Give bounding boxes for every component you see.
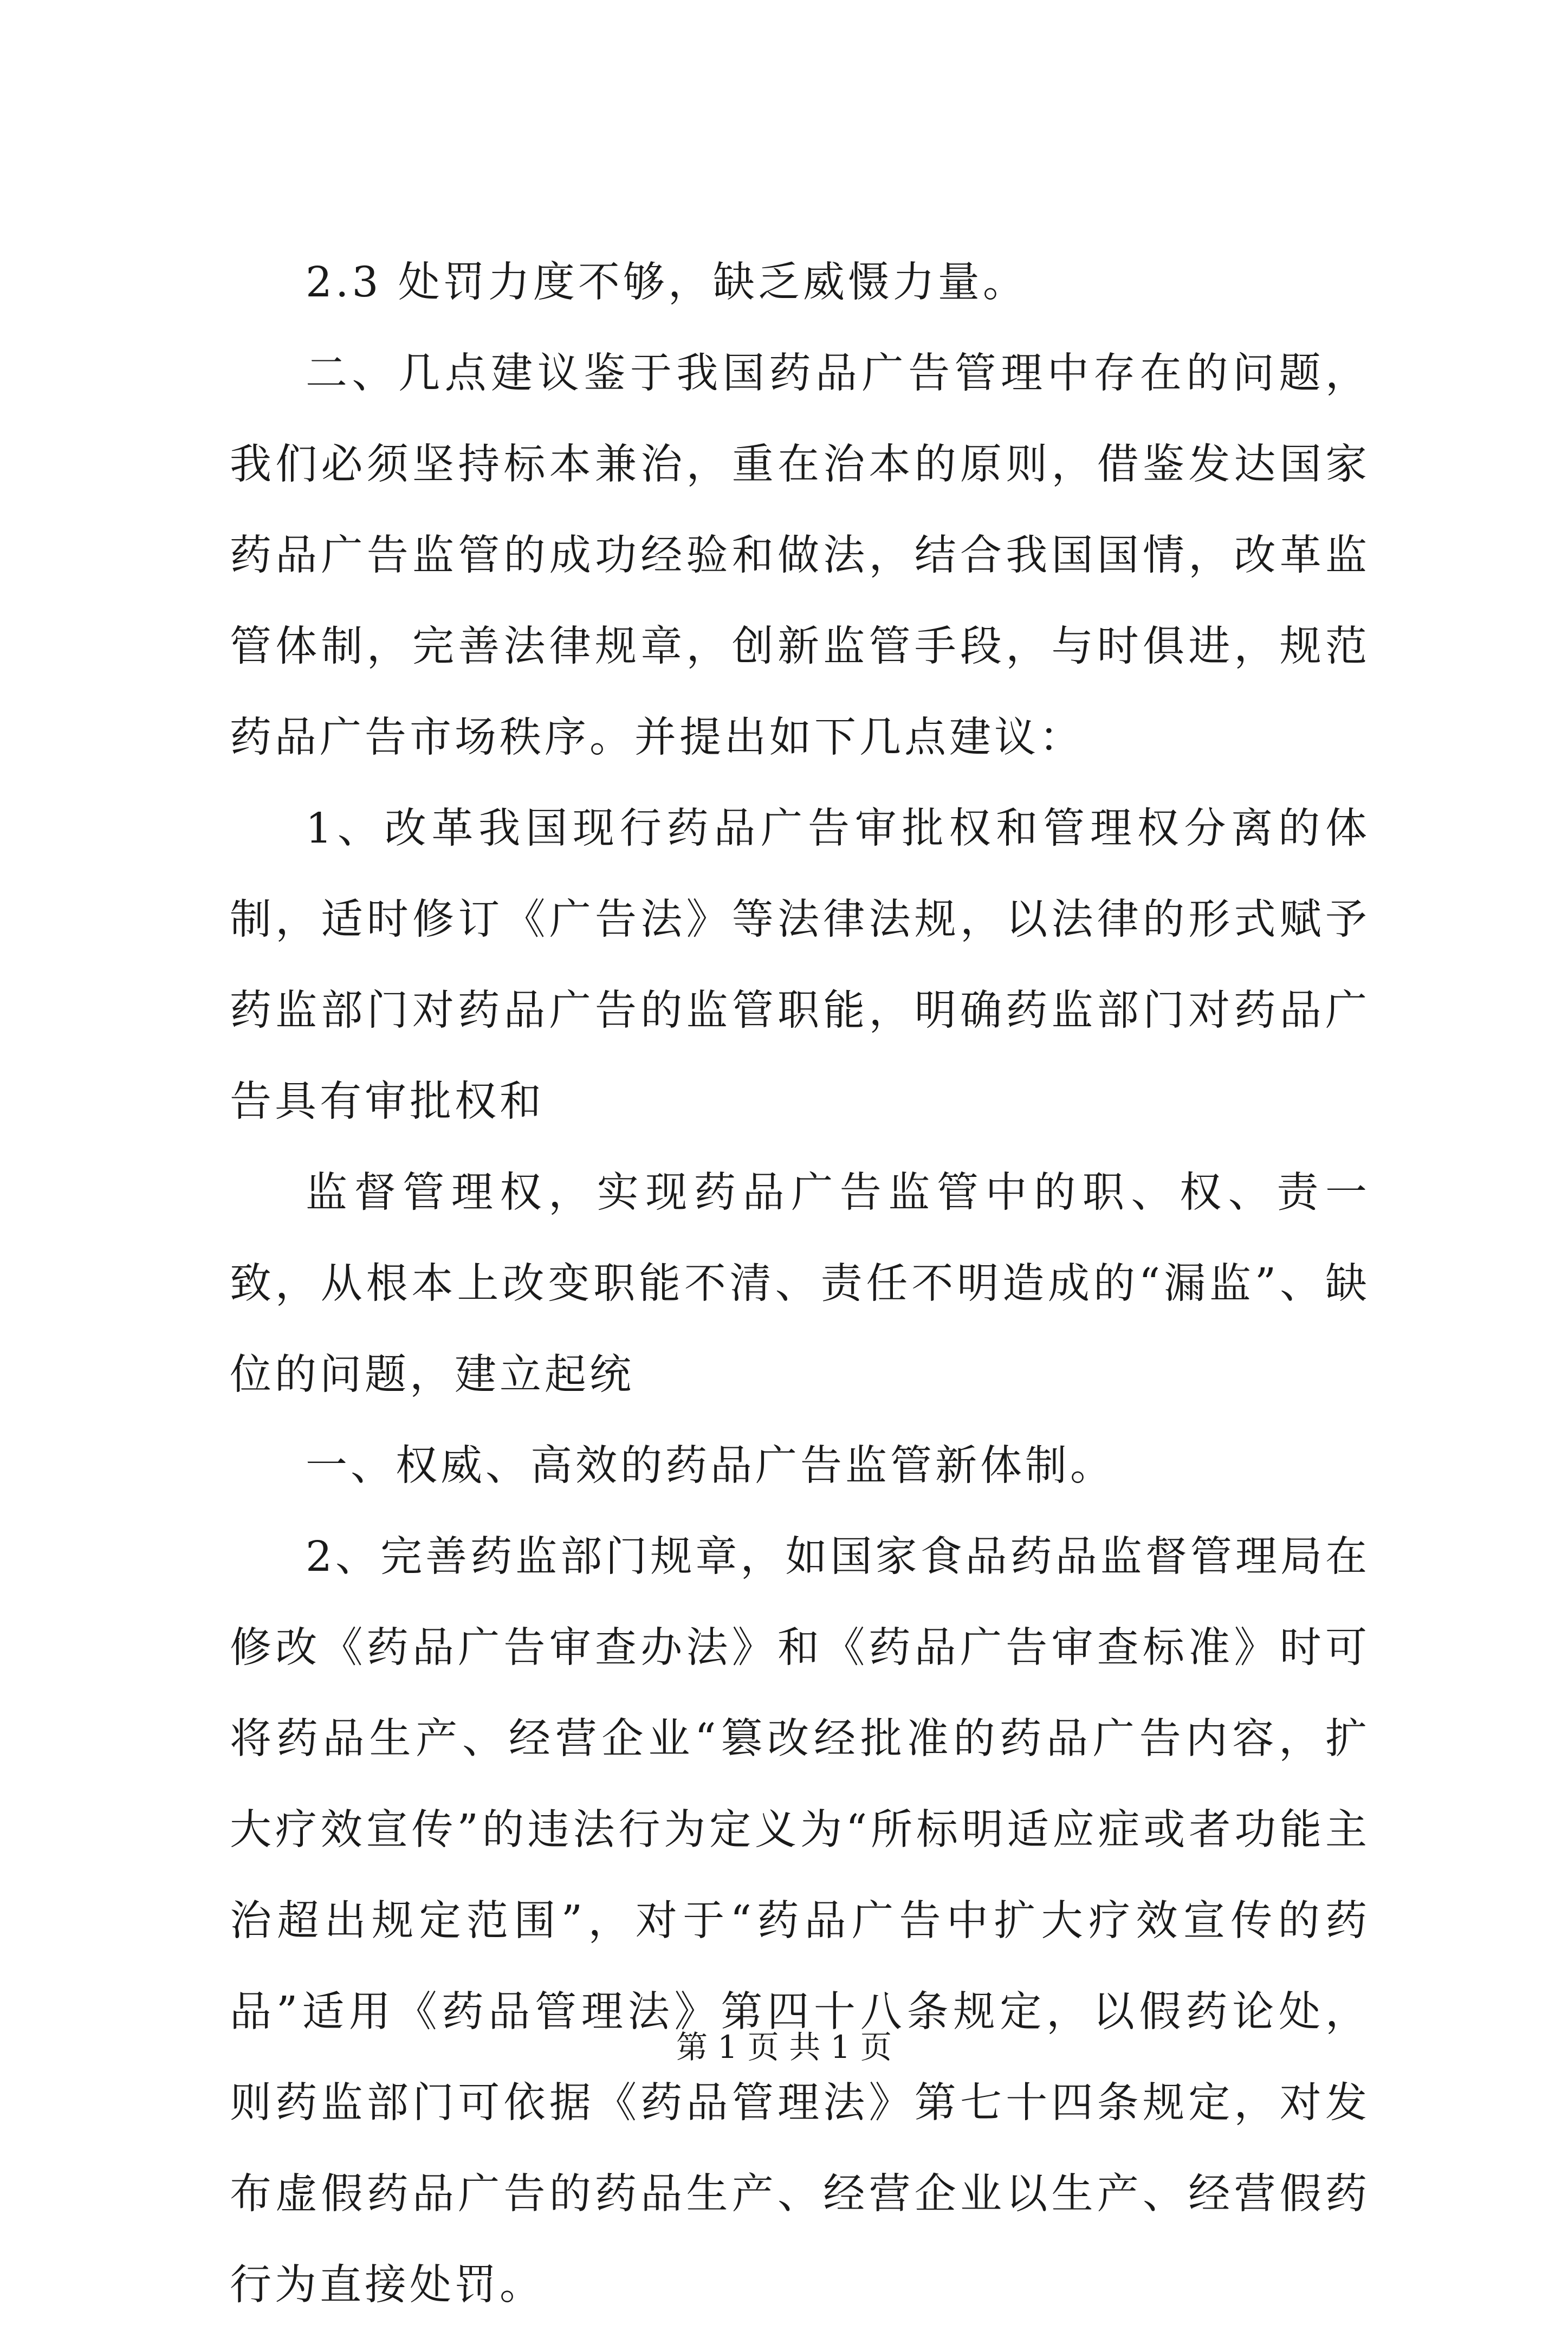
document-body xyxy=(230,237,1370,2331)
paragraph-2: 二、几点建议鉴于我国药品广告管理中存在的问题，我们必须坚持标本兼治，重在治本的原则，借鉴发达国家药品广告监管的成功经验和做法，结合我国国情，改革监管体制，完善法律规章，创新监管手段，与时俱进，规范药品广告市场秩序。并提出如下几点建议： xyxy=(230,349,1370,762)
paragraph-6: 2、完善药监部门规章，如国家食品药品监督管理局在修改《药品广告审查办法》和《药品广告审查标准》时可将药品生产、经营企业“篡改经批准的药品广告内容，扩大疗效宣传”的违法行为定义为“所标明适应症或者功能主治超出规定范围”，对于“药品广告中扩大疗效宣传的药品”适用《药品管理法》第四十八条规定，以假药论处，则药监部门可依据《药品管理法》第七十四条规定，对发布虚假药品广告的药品生产、经营企业以生产、经营假药行为直接处罚。 xyxy=(230,1533,1370,2309)
paragraph-4: 监督管理权，实现药品广告监管中的职、权、责一致，从根本上改变职能不清、责任不明造成的“漏监”、缺位的问题，建立起统 xyxy=(230,1169,1370,1399)
paragraph-5: 一、权威、高效的药品广告监管新体制。 xyxy=(306,1442,1115,1490)
paragraph-3: 1、改革我国现行药品广告审批权和管理权分离的体制，适时修订《广告法》等法律法规，以法律的形式赋予药监部门对药品广告的监管职能，明确药监部门对药品广告具有审批权和 xyxy=(230,805,1370,1126)
paragraph-1: 2.3 处罚力度不够，缺乏威慑力量。 xyxy=(306,258,1028,307)
page-footer: 第 1 页 共 1 页 xyxy=(676,2029,892,2065)
